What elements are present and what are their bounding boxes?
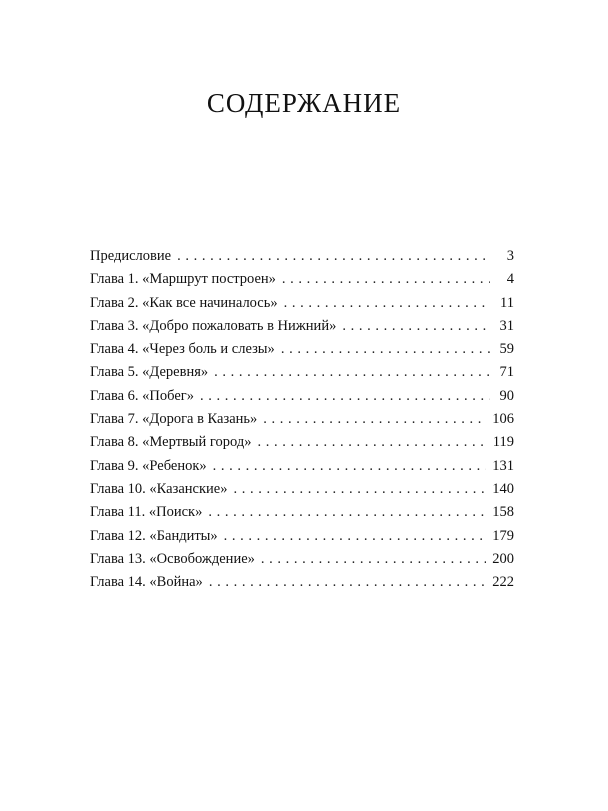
toc-entry[interactable]: [90, 571, 514, 594]
dot-leader: [208, 501, 486, 524]
dot-leader: [263, 408, 486, 431]
dot-leader: [284, 292, 490, 315]
toc-entry[interactable]: [90, 408, 514, 431]
toc-entry[interactable]: [90, 478, 514, 501]
toc-entry-label: Глава 7. «Дорога в Казань»: [90, 411, 258, 428]
toc-entry[interactable]: [90, 361, 514, 384]
toc-entry-label: Предисловие: [90, 248, 172, 264]
dot-leader: [281, 338, 490, 361]
toc-entry-page: 4: [506, 271, 514, 288]
toc-entry-page: 11: [500, 294, 514, 311]
toc-entry-label: Глава 2. «Как все начиналось»: [90, 294, 278, 311]
toc-entry-label: Глава 11. «Поиск»: [90, 504, 203, 521]
toc-entry[interactable]: [90, 338, 514, 361]
page-title: СОДЕРЖАНИЕ: [206, 88, 402, 118]
toc-entry-page: 158: [492, 504, 514, 521]
toc-entry-page: 179: [492, 527, 514, 544]
toc-entry-page: 200: [492, 550, 514, 567]
toc-entry-label: Глава 3. «Добро пожаловать в Нижний»: [90, 317, 337, 334]
dot-leader: [342, 315, 490, 338]
dot-leader: [177, 245, 490, 268]
toc-entry-page: 3: [506, 248, 514, 264]
dot-leader: [261, 548, 486, 571]
toc-entry-label: Глава 6. «Побег»: [90, 387, 194, 404]
toc-entry[interactable]: [90, 385, 514, 408]
toc-entry[interactable]: [90, 501, 514, 524]
toc-entry[interactable]: [90, 548, 514, 571]
dot-leader: [257, 431, 486, 454]
toc-entry-page: 71: [499, 364, 514, 381]
table-of-contents: [90, 245, 514, 594]
dot-leader: [209, 571, 486, 594]
toc-entry[interactable]: [90, 268, 514, 291]
dot-leader: [282, 268, 490, 291]
toc-entry-label: Глава 14. «Война»: [90, 574, 203, 591]
dot-leader: [213, 455, 487, 478]
toc-entry-label: Глава 10. «Казанские»: [90, 480, 228, 497]
dot-leader: [224, 525, 487, 548]
toc-entry[interactable]: [90, 245, 514, 268]
toc-entry-page: 119: [492, 434, 514, 451]
toc-entry[interactable]: [90, 292, 514, 315]
toc-entry-page: 106: [492, 411, 514, 428]
toc-entry-label: Глава 13. «Освобождение»: [90, 550, 255, 567]
toc-entry[interactable]: [90, 525, 514, 548]
toc-entry-label: Глава 1. «Маршрут построен»: [90, 271, 276, 288]
toc-entry[interactable]: [90, 431, 514, 454]
toc-entry-label: Глава 8. «Мертвый город»: [90, 434, 252, 451]
toc-entry-label: Глава 4. «Через боль и слезы»: [90, 341, 275, 358]
dot-leader: [233, 478, 486, 501]
dot-leader: [214, 361, 490, 384]
toc-entry-page: 222: [492, 574, 514, 591]
toc-entry-page: 59: [499, 341, 514, 358]
dot-leader: [200, 385, 490, 408]
toc-entry-page: 90: [499, 387, 514, 404]
toc-entry-page: 140: [492, 480, 514, 497]
toc-entry[interactable]: [90, 315, 514, 338]
toc-entry-label: Глава 5. «Деревня»: [90, 364, 209, 381]
toc-entry-label: Глава 12. «Бандиты»: [90, 527, 218, 544]
toc-entry-page: 131: [492, 457, 514, 474]
toc-entry-label: Глава 9. «Ребенок»: [90, 457, 207, 474]
toc-entry[interactable]: [90, 455, 514, 478]
toc-entry-page: 31: [499, 317, 514, 334]
